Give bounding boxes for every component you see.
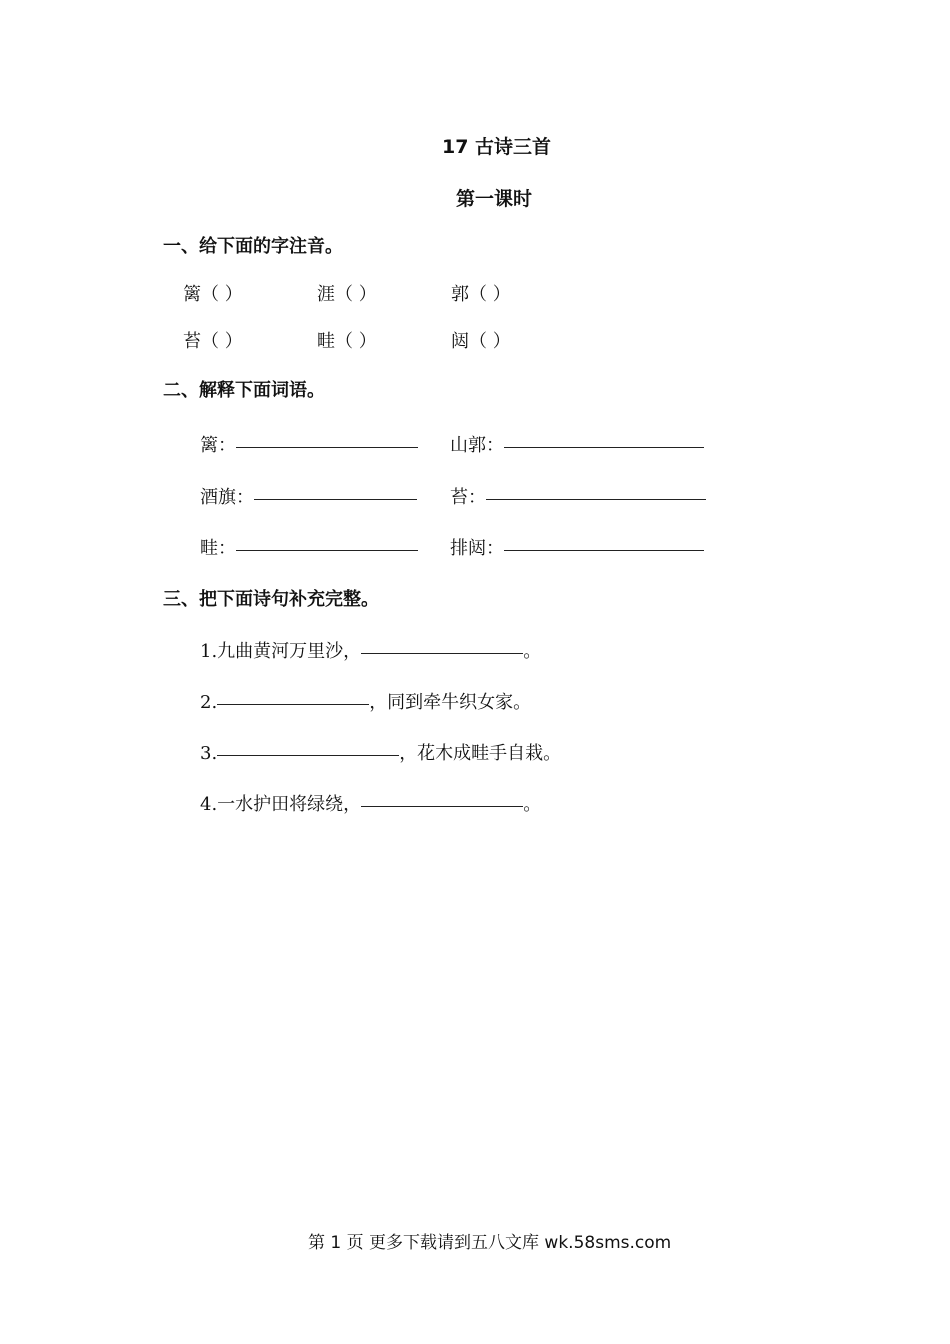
pinyin-item [451, 280, 511, 306]
term-row [450, 483, 706, 509]
poem-text-after: ，同到牵牛织女家。 [369, 692, 532, 713]
poem-text-after: 。 [523, 641, 542, 662]
answer-line[interactable] [361, 652, 523, 654]
pinyin-blank: （ ） [201, 284, 243, 305]
answer-line[interactable] [486, 498, 706, 500]
poem-line [200, 688, 531, 714]
poem-text-after: ，花木成畦手自栽。 [399, 743, 562, 764]
term-row [450, 431, 704, 457]
section3-heading: 三、把下面诗句补充完整。 [163, 589, 379, 610]
page-footer: 第 1 页 更多下载请到五八文库 wk.58sms.com [308, 1233, 672, 1253]
pinyin-blank: （ ） [469, 331, 511, 352]
poem-line [200, 739, 561, 765]
term-label: 排闼： [450, 538, 504, 559]
pinyin-char: 苔 [183, 331, 201, 352]
term-label: 篱： [200, 435, 236, 456]
pinyin-char: 畦 [317, 331, 335, 352]
term-label: 畦： [200, 538, 236, 559]
term-row [200, 483, 417, 509]
poem-text-before: 2. [200, 692, 218, 713]
pinyin-blank: （ ） [469, 284, 511, 305]
answer-line[interactable] [217, 754, 399, 756]
pinyin-item [317, 280, 377, 306]
pinyin-blank: （ ） [335, 331, 377, 352]
pinyin-item [451, 327, 511, 353]
term-row [200, 431, 418, 457]
section1-heading: 一、给下面的字注音。 [163, 236, 343, 257]
pinyin-item [183, 280, 243, 306]
poem-text-before: 3. [200, 743, 218, 764]
section2-heading: 二、解释下面词语。 [163, 380, 325, 401]
pinyin-char: 涯 [317, 284, 335, 305]
poem-text-before: 4.一水护田将绿绕， [200, 794, 362, 815]
term-row [200, 534, 418, 560]
answer-line[interactable] [254, 498, 417, 500]
page-title: 17 古诗三首 [442, 136, 552, 158]
lesson-subtitle: 第一课时 [456, 188, 533, 210]
answer-line[interactable] [236, 549, 418, 551]
answer-line[interactable] [504, 446, 704, 448]
pinyin-char: 篱 [183, 284, 201, 305]
term-label: 苔： [450, 487, 486, 508]
poem-line [200, 790, 541, 816]
poem-line [200, 637, 541, 663]
answer-line[interactable] [361, 805, 523, 807]
poem-text-before: 1.九曲黄河万里沙， [200, 641, 362, 662]
pinyin-blank: （ ） [335, 284, 377, 305]
term-row [450, 534, 704, 560]
pinyin-char: 闼 [451, 331, 469, 352]
answer-line[interactable] [217, 703, 369, 705]
pinyin-item [317, 327, 377, 353]
answer-line[interactable] [504, 549, 704, 551]
term-label: 酒旗： [200, 487, 254, 508]
pinyin-item [183, 327, 243, 353]
pinyin-blank: （ ） [201, 331, 243, 352]
poem-text-after: 。 [523, 794, 542, 815]
term-label: 山郭： [450, 435, 504, 456]
pinyin-char: 郭 [451, 284, 469, 305]
answer-line[interactable] [236, 446, 418, 448]
